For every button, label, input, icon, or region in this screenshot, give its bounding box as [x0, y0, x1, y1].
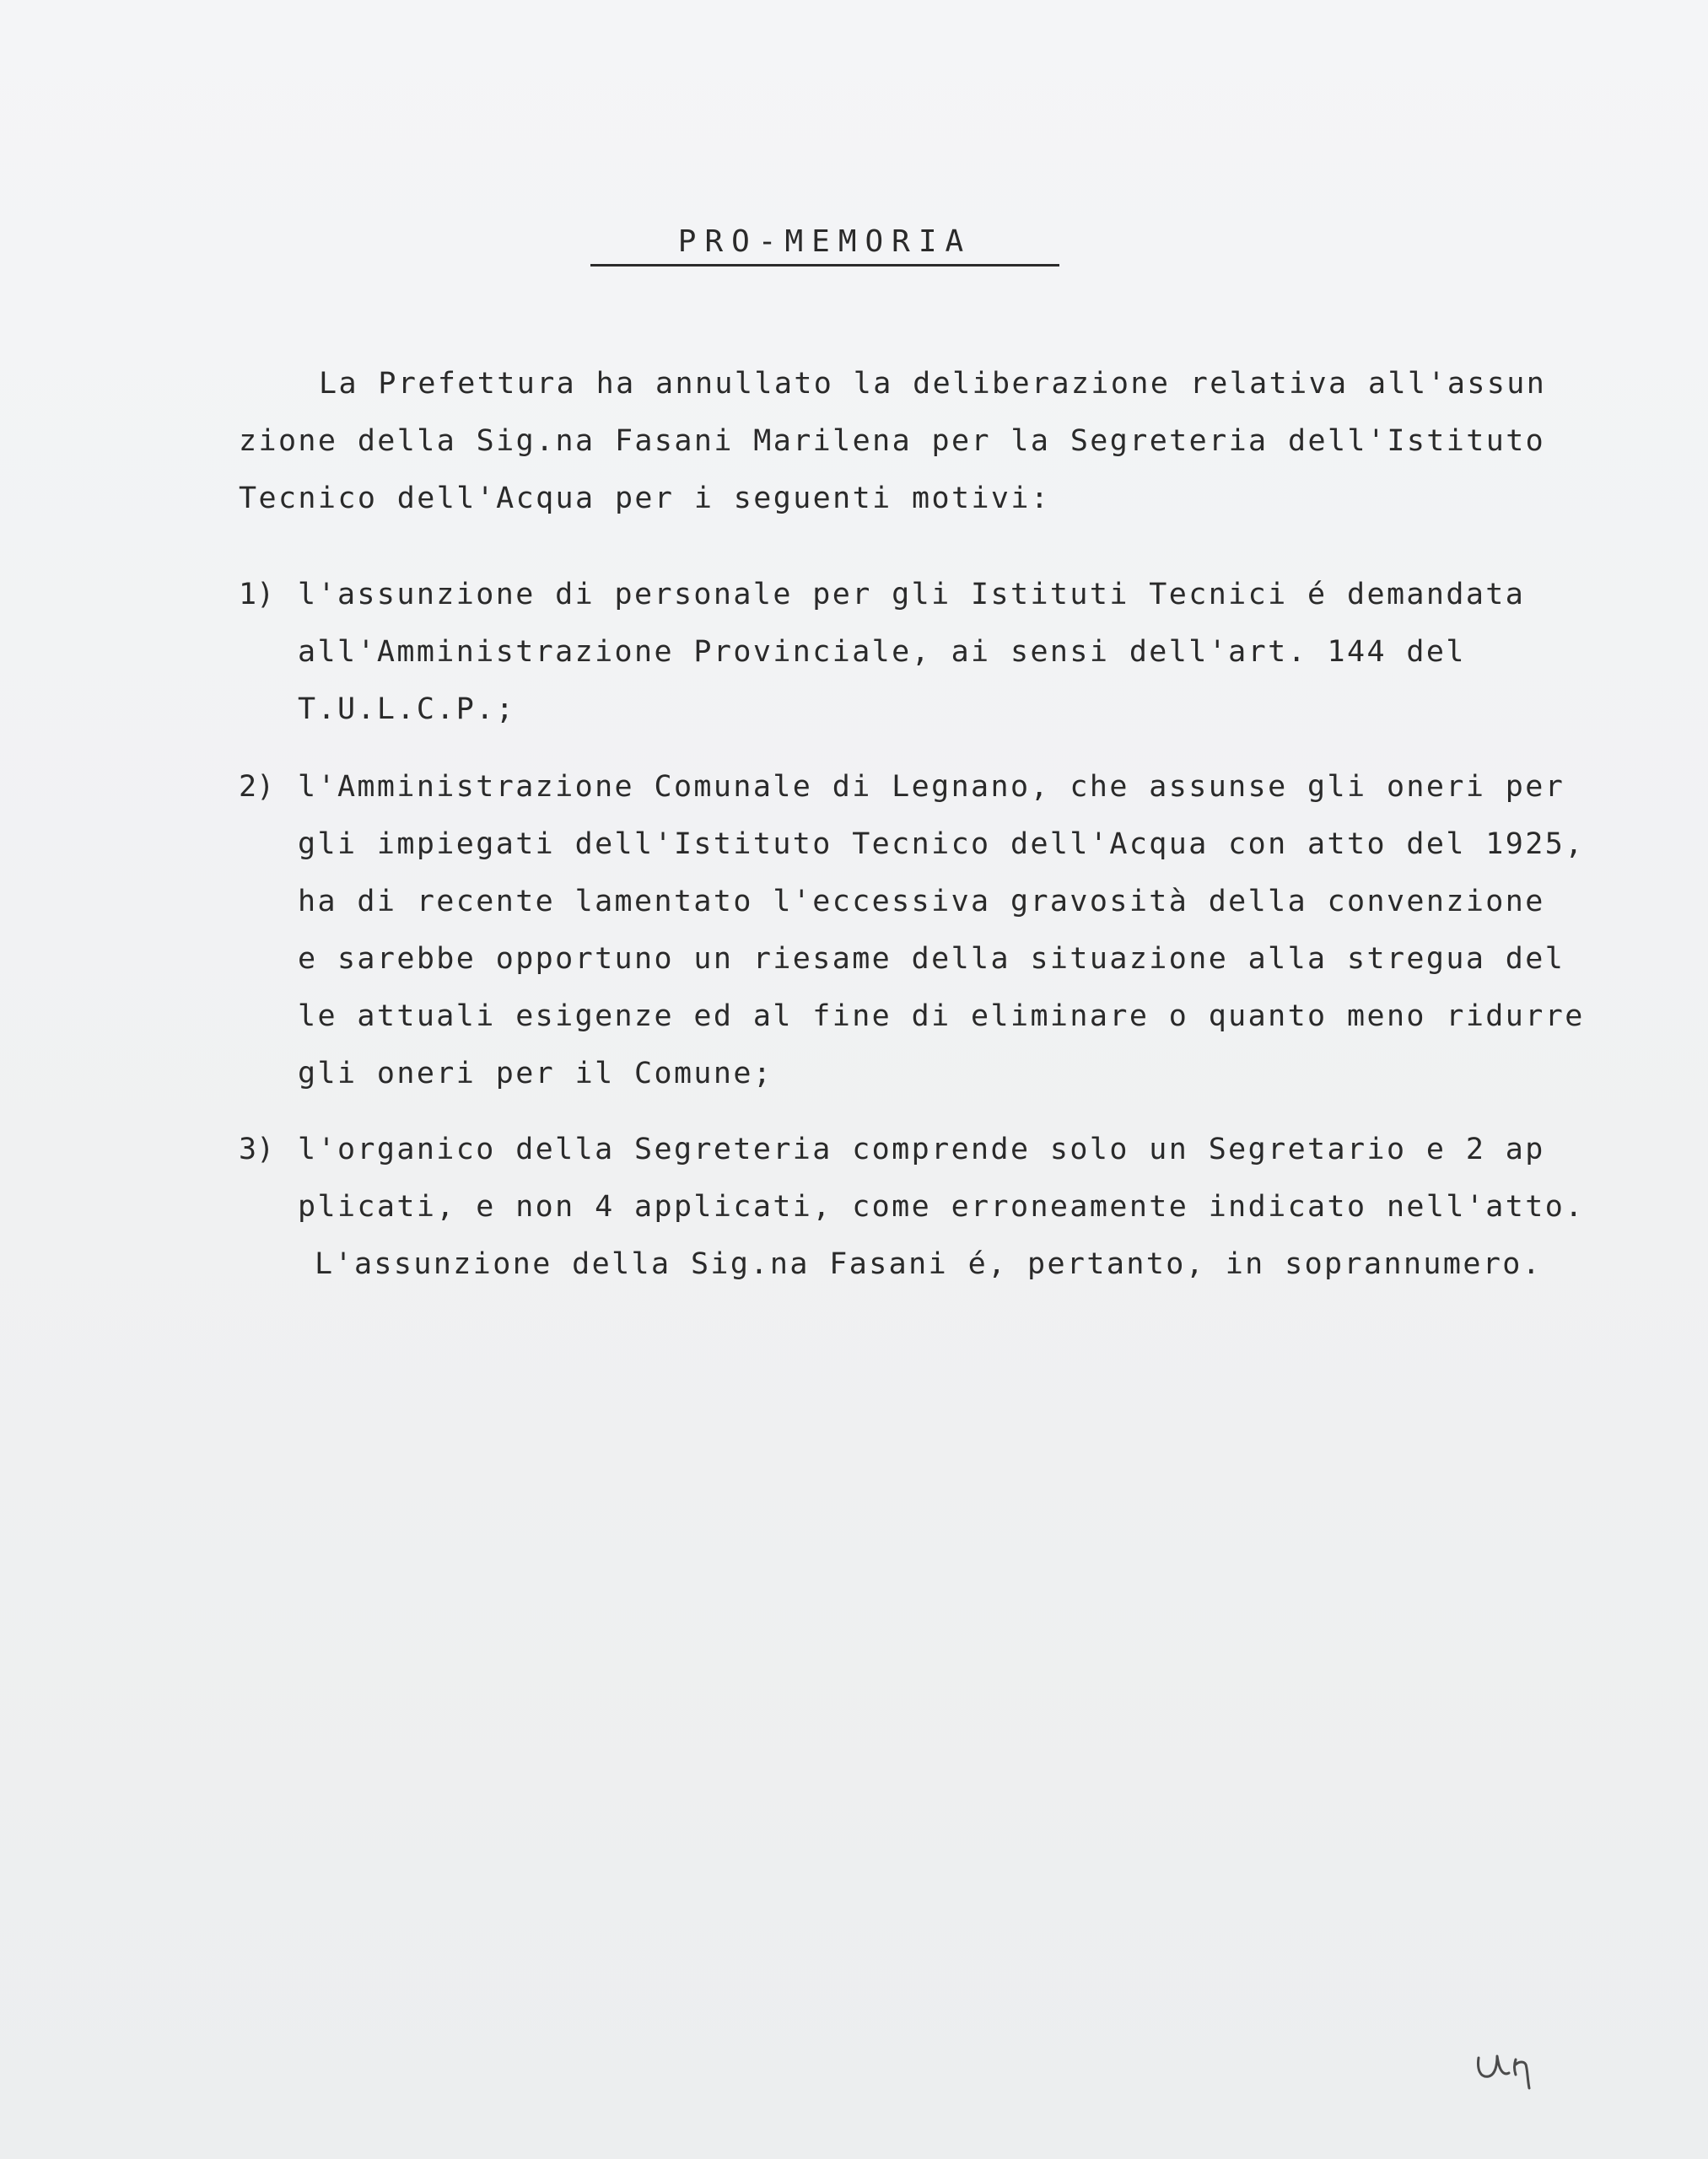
- item-2-line-3: ha di recente lamentato l'eccessiva gravosità della convenzione: [298, 885, 1545, 918]
- title-underline: [590, 264, 1059, 267]
- intro-line-2: zione della Sig.na Fasani Marilena per la Segreteria dell'Istituto: [239, 424, 1546, 458]
- document-title: PRO-MEMORIA: [677, 224, 973, 259]
- item-2-line-6: gli oneri per il Comune;: [298, 1057, 773, 1090]
- item-3-line-1: l'organico della Segreteria comprende solo un Segretario e 2 ap: [298, 1133, 1545, 1166]
- item-3-number: 3): [239, 1133, 275, 1166]
- closing-line: L'assunzione della Sig.na Fasani é, pertanto, in soprannumero.: [315, 1247, 1543, 1281]
- item-2-number: 2): [239, 770, 275, 804]
- item-2-line-2: gli impiegati dell'Istituto Tecnico dell'Acqua con atto del 1925,: [298, 827, 1585, 861]
- item-1-number: 1): [239, 578, 275, 611]
- item-1-line-2: all'Amministrazione Provinciale, ai sensi dell'art. 144 del: [298, 635, 1466, 669]
- intro-line-1: La Prefettura ha annullato la deliberazione relativa all'assun: [319, 367, 1547, 401]
- item-1-line-3: T.U.L.C.P.;: [298, 692, 516, 726]
- item-2-line-4: e sarebbe opportuno un riesame della situazione alla stregua del: [298, 942, 1565, 976]
- item-2-line-5: le attuali esigenze ed al fine di eliminare o quanto meno ridurre: [298, 999, 1585, 1033]
- item-1-line-1: l'assunzione di personale per gli Istituti Tecnici é demandata: [298, 578, 1526, 611]
- item-3-line-2: plicati, e non 4 applicati, come erroneamente indicato nell'atto.: [298, 1190, 1585, 1224]
- intro-line-3: Tecnico dell'Acqua per i seguenti motivi:: [239, 482, 1051, 515]
- item-2-line-1: l'Amministrazione Comunale di Legnano, che assunse gli oneri per: [298, 770, 1565, 804]
- handwritten-page-number: [1472, 2039, 1539, 2098]
